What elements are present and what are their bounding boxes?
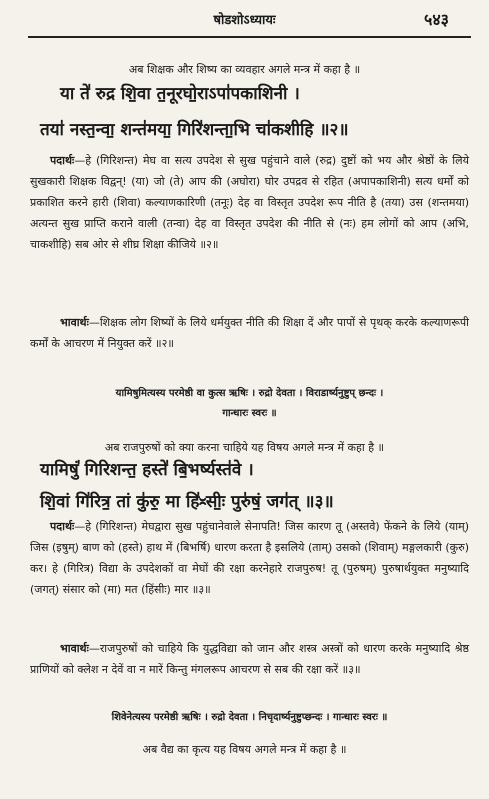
mantra-line: यामिषुं॑ गिरिशन्त॒ हस्ते॑ बि॒भर्ष्यस्त॑वे ।: [40, 460, 254, 480]
section-intro: अब शिक्षक और शिष्य का व्यवहार अगले मन्त्र में कहा है ॥: [128, 63, 361, 76]
padartha-lead: पदार्थः: [50, 520, 75, 533]
svara-line: गान्धारः स्वरः ॥: [222, 408, 277, 419]
rishi-devata-line: शिवेनेत्यस्य परमेष्ठी ऋषिः । रुद्रो देवता । निचृदार्ष्यनुष्टुप्छन्दः । गान्धारः स्वरः ॥: [111, 712, 388, 723]
padartha-paragraph: [30, 150, 469, 255]
bhavartha-text: —राजपुरुषों को चाहिये कि युद्धविद्या को जान और शस्त्र अस्त्रों को धारण करके मनुष्यादि श्रेष्ठ प्राणियों को क्लेश न देवें वा न मारें किन्तु मंगलरूप आचरण से सब की रक्षा करें ॥३॥: [30, 642, 469, 676]
bhavartha-lead: भावार्थः: [60, 316, 89, 329]
mantra-line: तया॑ नस्त॒न्वा॒ शन्त॑मया॒ गिरि॑शन्ता॒भि चा॑कशीहि ॥२॥: [40, 120, 349, 140]
mantra-line: शि॒वां गि॑रित्र॒ तां कु॑रु॒ मा हि॑ᳲसीः॒ पुरु॑षं॒ जग॑त् ॥३॥: [40, 492, 334, 512]
padartha-text: —हे (गिरिशन्त) मेघ वा सत्य उपदेश से सुख पहुंचाने वाले (रुद्र) दुष्टों को भय और श्रेष्ठों के लिये सुखकारी शिक्षक विद्वन्! (या) जो (ते) आप की (अघोरा) घोर उपद्रव से रहित (अपापकाशिनी) सत्य धर्मों को प्रकाशित करने हारी (शिवा) कल्याणकारिणी (तनूः) देह वा विस्तृत उपदेश रूप नीति है (तया) उस (शन्तमया) अत्यन्त सुख प्राप्ति कराने वाली (तन्वा) देह वा विस्तृत उपदेश की नीति से (नः) हम लोगों को आप (अभि, चाकशीहि) सब ओर से शीघ्र शिक्षा कीजिये ॥२॥: [30, 154, 469, 251]
padartha-lead: पदार्थः: [50, 154, 75, 167]
section-intro: अब वैद्य का कृत्य यह विषय अगले मन्त्र में कहा है ॥: [142, 743, 347, 756]
padartha-text: —हे (गिरिशन्त) मेघद्वारा सुख पहुंचानेवाले सेनापति! जिस कारण तू (अस्तवे) फेंकने के लिये (याम्) जिस (इषुम्) बाण को (हस्ते) हाथ में (बिभर्षि) धारण करता है इसलिये (ताम्) उसको (शिवाम्) मङ्गलकारी (कुरु) कर। हे (गिरित्र) विद्या के उपदेशकों वा मेघों की रक्षा करनेहारे राजपुरुष! तू (पुरुषम्) पुरुषार्थयुक्त मनुष्यादि (जगत्) संसार को (मा) मत (हिंसीः) मार ॥३॥: [30, 520, 469, 596]
bhavartha-paragraph: [30, 312, 469, 354]
chapter-title: षोडशोऽध्यायः: [213, 13, 276, 28]
page-header: [0, 10, 489, 38]
bhavartha-lead: भावार्थः: [60, 642, 89, 655]
section-intro: अब राजपुरुषों को क्या करना चाहिये यह विषय अगले मन्त्र में कहा है ॥: [104, 441, 385, 454]
header-rule: [28, 36, 471, 38]
bhavartha-paragraph: [30, 638, 469, 680]
page-number: ५४३: [424, 10, 449, 29]
rishi-devata-line: यामिषुमित्यस्य परमेष्ठी वा कुत्स ऋषिः । रुद्रो देवता । विराडार्ष्यनुष्टुप् छन्दः ।: [115, 388, 384, 399]
bhavartha-text: —शिक्षक लोग शिष्यों के लिये धर्मयुक्त नीति की शिक्षा दें और पापों से पृथक् करके कल्याणरूपी कर्मों के आचरण में नियुक्त करें ॥२॥: [30, 316, 469, 350]
padartha-paragraph: [30, 516, 469, 600]
mantra-line: या ते॑ रुद्र शि॒वा त॒नूरघो॒राऽपा॑पकाशिनी ।: [60, 84, 300, 104]
